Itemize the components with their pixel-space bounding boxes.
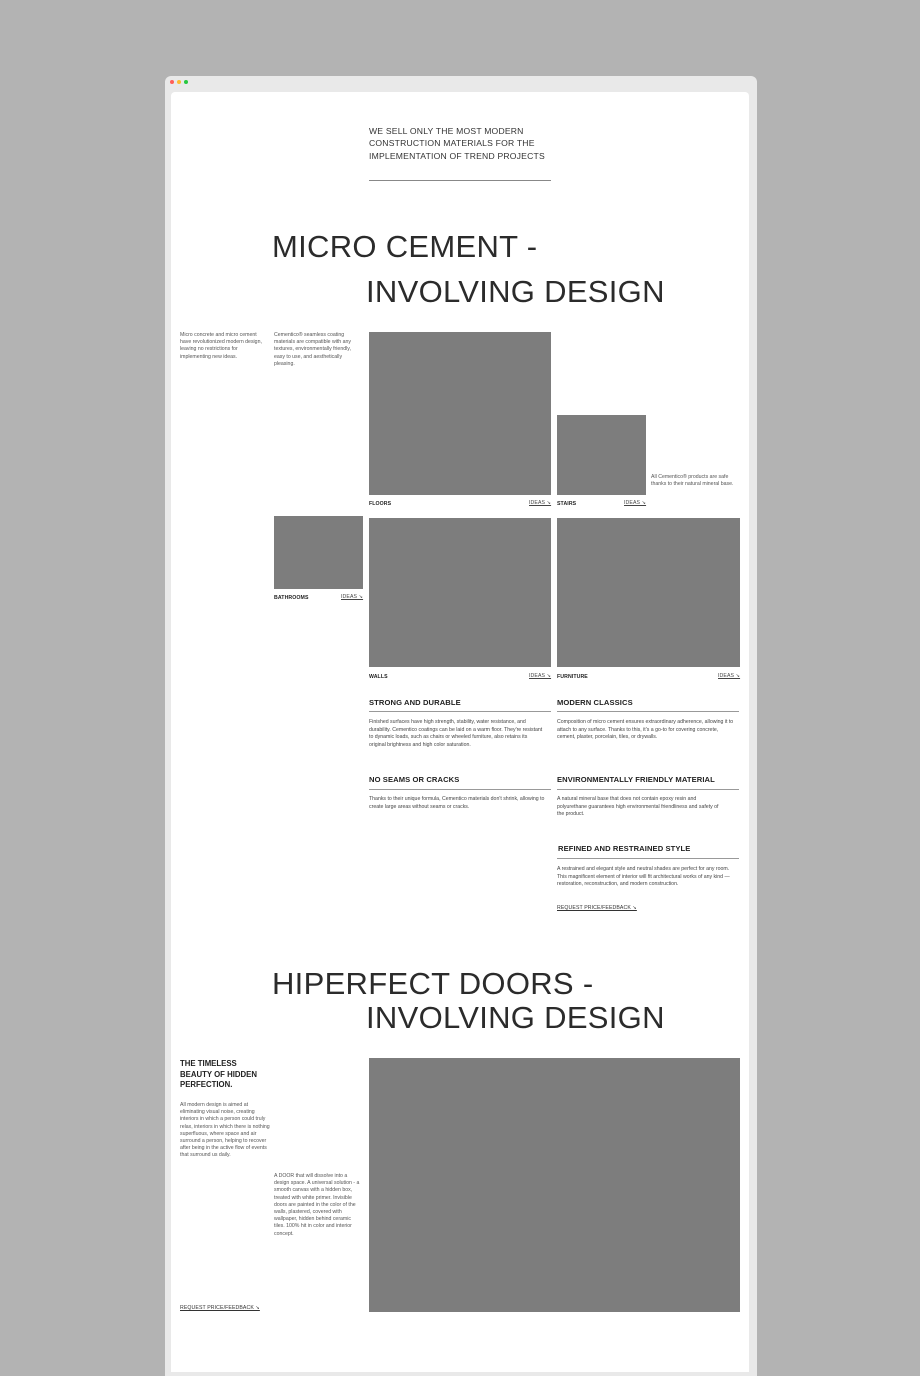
micro-title-line1: MICRO CEMENT - bbox=[272, 229, 538, 264]
floors-label: FLOORS bbox=[369, 501, 392, 507]
doors-desc-left: All modern design is aimed at eliminating visual noise, creating interiors in which a person could truly relax, interiors in which there is nothing superfluous, where space and air surround a person, helping to recover after being in the active flow of events that surround us daily. bbox=[180, 1102, 270, 1159]
doors-title-line2: INVOLVING DESIGN bbox=[366, 1000, 665, 1035]
maximize-window-icon[interactable] bbox=[184, 80, 188, 84]
floors-ideas-link[interactable]: IDEAS ↘ bbox=[529, 500, 552, 506]
bathrooms-ideas-link[interactable]: IDEAS ↘ bbox=[341, 594, 364, 600]
doors-request-link[interactable]: REQUEST PRICE/FEEDBACK ↘ bbox=[180, 1305, 260, 1311]
stairs-label: STAIRS bbox=[557, 501, 577, 507]
feature-divider bbox=[369, 789, 551, 790]
doors-image[interactable] bbox=[369, 1058, 740, 1312]
doors-desc-mid: A DOOR that will dissolve into a design space. A universal solution - a smooth canvas with a hidden box, treated with white primer. Invisible doors are painted in the color of the walls, plastered, covered with wallpaper, hidden behind ceramic tiles. 100% hit in color and interior concept. bbox=[274, 1173, 360, 1237]
stairs-ideas-link[interactable]: IDEAS ↘ bbox=[624, 500, 647, 506]
feature-divider bbox=[557, 858, 739, 859]
furniture-label: FURNITURE bbox=[557, 674, 588, 680]
intro-divider bbox=[369, 180, 551, 181]
minimize-window-icon[interactable] bbox=[177, 80, 181, 84]
walls-image[interactable] bbox=[369, 518, 551, 667]
floors-image[interactable] bbox=[369, 332, 551, 495]
micro-desc-right: All Cementico® products are safe thanks to their natural mineral base. bbox=[651, 474, 734, 488]
micro-title-line2: INVOLVING DESIGN bbox=[366, 274, 665, 309]
feature-text-classics: Composition of micro cement ensures extraordinary adherence, allowing it to attach to any surface. Thanks to this, it's a go-to for covering concrete, cement, plaster, porcelain, tiles, or drywalls. bbox=[557, 719, 734, 740]
feature-title-eco: ENVIRONMENTALLY FRIENDLY MATERIAL bbox=[557, 775, 715, 784]
walls-label: WALLS bbox=[369, 674, 388, 680]
doors-title-line1: HIPERFECT DOORS - bbox=[272, 966, 594, 1001]
feature-title-strong: STRONG AND DURABLE bbox=[369, 698, 461, 707]
feature-text-style: A restrained and elegant style and neutral shades are perfect for any room. This magnificent element of interior will fit architectural works of any kind — restoration, reconstruction, and modern construction. bbox=[557, 866, 730, 887]
feature-text-eco: A natural mineral base that does not contain epoxy resin and polyurethane guarantees high environmental friendliness and safety of the product. bbox=[557, 796, 719, 817]
walls-ideas-link[interactable]: IDEAS ↘ bbox=[529, 673, 552, 679]
furniture-image[interactable] bbox=[557, 518, 740, 667]
feature-title-style: REFINED AND RESTRAINED STYLE bbox=[558, 844, 691, 853]
feature-divider bbox=[369, 711, 551, 712]
furniture-ideas-link[interactable]: IDEAS ↘ bbox=[718, 673, 741, 679]
feature-title-classics: MODERN CLASSICS bbox=[557, 698, 633, 707]
page-content bbox=[171, 92, 749, 1372]
bathrooms-image[interactable] bbox=[274, 516, 363, 589]
micro-request-link[interactable]: REQUEST PRICE/FEEDBACK ↘ bbox=[557, 905, 637, 911]
feature-text-strong: Finished surfaces have high strength, stability, water resistance, and durability. Cementico coatings can be laid on a warm floor. They're resistant to dynamic loads, such as chairs or wheeled furniture, also retains its original brightness and high color saturation. bbox=[369, 719, 543, 748]
feature-divider bbox=[557, 789, 739, 790]
micro-desc-left: Micro concrete and micro cement have revolutionized modern design, leaving no restrictions for implementing new ideas. bbox=[180, 332, 262, 360]
feature-divider bbox=[557, 711, 739, 712]
intro-text: WE SELL ONLY THE MOST MODERN CONSTRUCTION MATERIALS FOR THE IMPLEMENTATION OF TREND PROJECTS bbox=[369, 126, 545, 161]
doors-heading: THE TIMELESS BEAUTY OF HIDDEN PERFECTION. bbox=[180, 1059, 257, 1089]
feature-title-seams: NO SEAMS OR CRACKS bbox=[369, 775, 460, 784]
feature-text-seams: Thanks to their unique formula, Cementico materials don't shrink, allowing to create large areas without seams or cracks. bbox=[369, 796, 545, 810]
micro-desc-mid: Cementico® seamless coating materials are compatible with any textures, environmentally friendly, easy to use, and aesthetically pleasing. bbox=[274, 332, 351, 367]
close-window-icon[interactable] bbox=[170, 80, 174, 84]
stairs-image[interactable] bbox=[557, 415, 646, 495]
bathrooms-label: BATHROOMS bbox=[274, 595, 309, 601]
